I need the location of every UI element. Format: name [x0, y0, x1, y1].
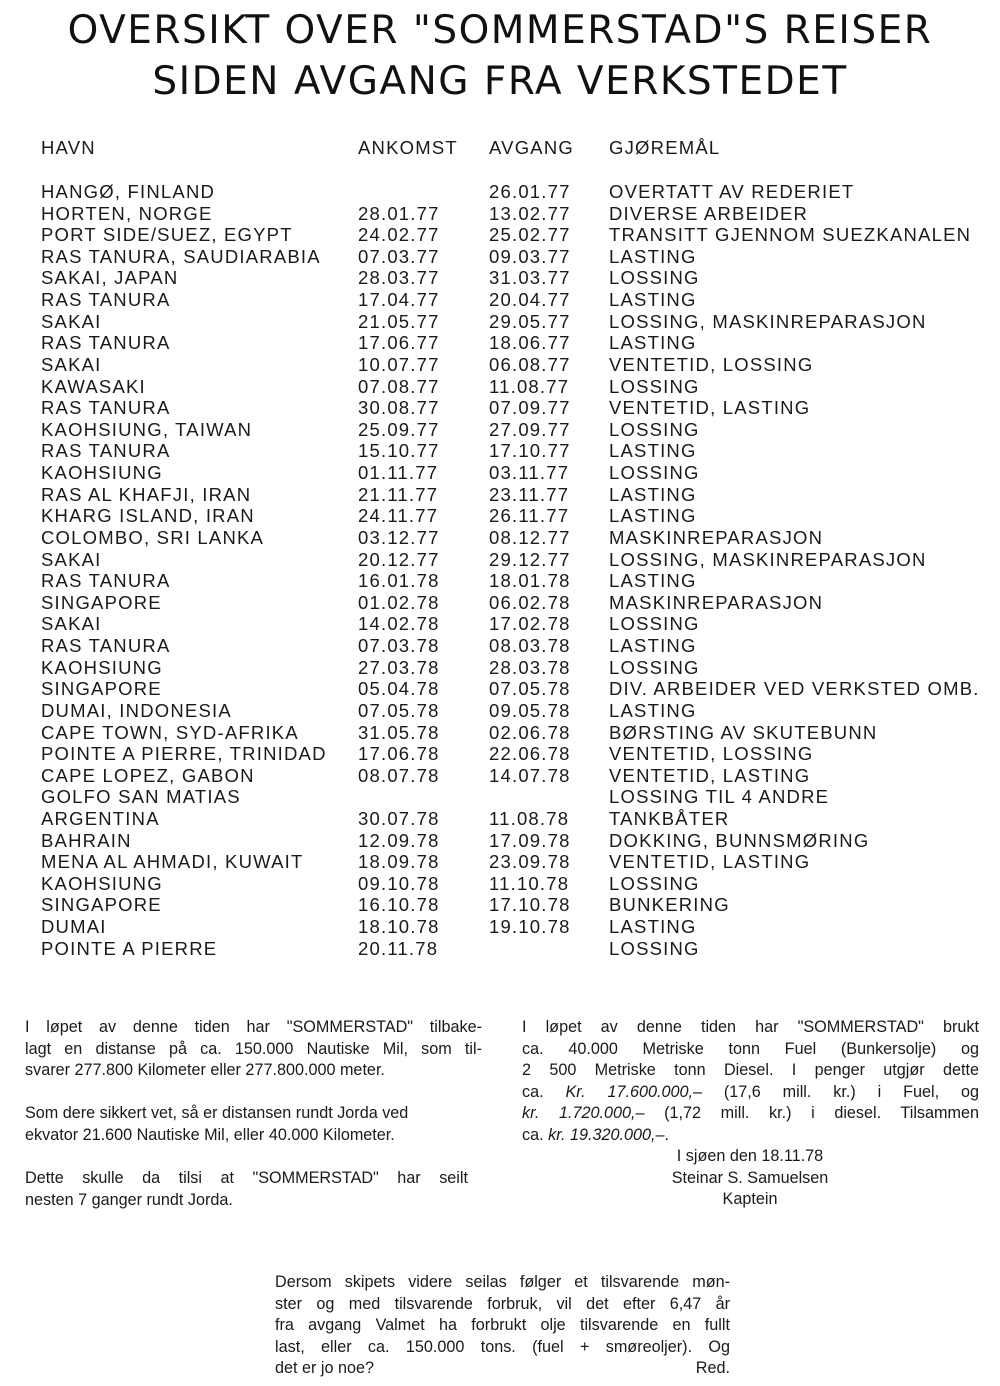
- task-cell: LASTING: [609, 245, 697, 267]
- arrival-cell: 21.05.77: [358, 310, 440, 332]
- port-cell: ARGENTINA: [41, 807, 160, 829]
- port-cell: SINGAPORE: [41, 894, 162, 916]
- arrival-cell: 05.04.78: [358, 678, 440, 700]
- port-cell: RAS TANURA: [41, 397, 171, 419]
- arrival-cell: 20.12.77: [358, 548, 440, 570]
- table-row: [0, 549, 1000, 571]
- table-row: [0, 570, 1000, 592]
- task-cell: TRANSITT GJENNOM SUEZKANALEN: [609, 224, 972, 246]
- port-cell: KAWASAKI: [41, 375, 146, 397]
- table-row: [0, 613, 1000, 635]
- task-cell: LASTING: [609, 483, 697, 505]
- circumnavigation-paragraph: [25, 1168, 468, 1211]
- port-cell: BAHRAIN: [41, 829, 132, 851]
- table-row: [0, 786, 1000, 808]
- task-cell: LASTING: [609, 699, 697, 721]
- departure-cell: 06.08.77: [489, 353, 571, 375]
- departure-cell: 29.12.77: [489, 548, 571, 570]
- text-fragment: ca.: [522, 1082, 566, 1101]
- table-row: [0, 289, 1000, 311]
- text-line: [522, 1103, 979, 1125]
- task-cell: VENTETID, LASTING: [609, 851, 811, 873]
- port-cell: SAKAI: [41, 548, 102, 570]
- table-row: [0, 635, 1000, 657]
- task-cell: DIVERSE ARBEIDER: [609, 202, 809, 224]
- departure-cell: 23.09.78: [489, 851, 571, 873]
- port-cell: SAKAI, JAPAN: [41, 267, 179, 289]
- equator-paragraph: [25, 1103, 485, 1146]
- task-cell: LOSSING, MASKINREPARASJON: [609, 310, 927, 332]
- port-cell: COLOMBO, SRI LANKA: [41, 526, 265, 548]
- editor-note: [275, 1272, 730, 1380]
- text-line: fra avgang Valmet ha forbrukt olje tilsvarende en fullt: [275, 1316, 730, 1335]
- port-cell: RAS TANURA: [41, 570, 171, 592]
- table-row: [0, 743, 1000, 765]
- text-line: I løpet av denne tiden har "SOMMERSTAD" brukt: [522, 1018, 979, 1036]
- page-title-line-1: OVERSIKT OVER "SOMMERSTAD"S REISER: [67, 8, 933, 53]
- arrival-cell: 30.07.78: [358, 807, 440, 829]
- arrival-cell: 07.03.78: [358, 635, 440, 657]
- text-fragment: ca.: [522, 1125, 549, 1144]
- table-row: [0, 527, 1000, 549]
- task-cell: MASKINREPARASJON: [609, 591, 824, 613]
- task-cell: VENTETID, LASTING: [609, 764, 811, 786]
- table-row: [0, 765, 1000, 787]
- arrival-cell: 21.11.77: [358, 483, 439, 505]
- text-fragment: (1,72 mill. kr.) i diesel. Tilsammen: [644, 1104, 979, 1123]
- departure-cell: 26.11.77: [489, 505, 570, 527]
- task-cell: LOSSING TIL 4 ANDRE: [609, 786, 830, 808]
- port-cell: KAOHSIUNG: [41, 872, 163, 894]
- table-row: [0, 181, 1000, 203]
- text-line: [522, 1125, 979, 1147]
- departure-cell: 06.02.78: [489, 591, 571, 613]
- page-title-line-2: SIDEN AVGANG FRA VERKSTEDET: [152, 59, 848, 104]
- table-row: [0, 462, 1000, 484]
- table-row: [0, 851, 1000, 873]
- departure-cell: 07.05.78: [489, 678, 571, 700]
- departure-cell: 26.01.77: [489, 181, 571, 202]
- departure-cell: 11.10.78: [489, 872, 570, 894]
- table-row: [0, 267, 1000, 289]
- port-cell: RAS TANURA: [41, 289, 171, 311]
- departure-cell: 14.07.78: [489, 764, 571, 786]
- port-cell: SAKAI: [41, 353, 102, 375]
- arrival-cell: 07.03.77: [358, 245, 440, 267]
- arrival-cell: 01.11.77: [358, 462, 439, 484]
- table-row: [0, 505, 1000, 527]
- text-line: ca. 40.000 Metriske tonn Fuel (Bunkersolje) og: [522, 1039, 979, 1058]
- task-cell: LASTING: [609, 440, 697, 462]
- text-line: Som dere sikkert vet, så er distansen rundt Jorda ved: [25, 1104, 409, 1122]
- port-cell: SAKAI: [41, 613, 102, 635]
- port-cell: HANGØ, FINLAND: [41, 181, 216, 202]
- arrival-cell: 07.05.78: [358, 699, 440, 721]
- table-row: [0, 376, 1000, 398]
- port-cell: RAS TANURA: [41, 332, 171, 354]
- arrival-cell: 25.09.77: [358, 418, 440, 440]
- port-cell: KAOHSIUNG: [41, 656, 163, 678]
- task-cell: VENTETID, LASTING: [609, 397, 811, 419]
- task-cell: LASTING: [609, 332, 697, 354]
- port-cell: RAS TANURA, SAUDIARABIA: [41, 245, 321, 267]
- diesel-cost: kr. 1.720.000,–: [522, 1104, 645, 1123]
- text-line: ster og med tilsvarende forbruk, vil det efter 6,47 år: [275, 1294, 730, 1313]
- task-cell: OVERTATT AV REDERIET: [609, 181, 855, 202]
- arrival-cell: 27.03.78: [358, 656, 440, 678]
- task-cell: BUNKERING: [609, 894, 730, 916]
- arrival-cell: 07.08.77: [358, 375, 440, 397]
- total-cost: kr. 19.320.000,–: [548, 1125, 665, 1144]
- task-cell: DOKKING, BUNNSMØRING: [609, 829, 870, 851]
- header-task: GJØREMÅL: [609, 137, 721, 158]
- arrival-cell: 10.07.77: [358, 353, 440, 375]
- table-row: [0, 246, 1000, 268]
- table-row: [0, 678, 1000, 700]
- port-cell: SINGAPORE: [41, 591, 162, 613]
- departure-cell: 23.11.77: [489, 483, 570, 505]
- table-row: [0, 700, 1000, 722]
- arrival-cell: 17.04.77: [358, 289, 440, 311]
- table-row: [0, 830, 1000, 852]
- arrival-cell: 17.06.77: [358, 332, 440, 354]
- departure-cell: 11.08.78: [489, 807, 570, 829]
- departure-cell: 08.03.78: [489, 635, 571, 657]
- task-cell: VENTETID, LOSSING: [609, 743, 814, 765]
- arrival-cell: 12.09.78: [358, 829, 440, 851]
- arrival-cell: 28.01.77: [358, 202, 440, 224]
- arrival-cell: 16.10.78: [358, 894, 440, 916]
- arrival-cell: 14.02.78: [358, 613, 440, 635]
- arrival-cell: 16.01.78: [358, 570, 440, 592]
- departure-cell: 11.08.77: [489, 375, 570, 397]
- task-cell: LOSSING, MASKINREPARASJON: [609, 548, 927, 570]
- table-row: [0, 440, 1000, 462]
- editor-signoff: Red.: [695, 1359, 730, 1378]
- text-fragment: (17,6 mill. kr.) i Fuel, og: [701, 1082, 979, 1101]
- departure-cell: 22.06.78: [489, 743, 571, 765]
- task-cell: LASTING: [609, 916, 697, 938]
- signature-place-date: I sjøen den 18.11.78: [676, 1147, 824, 1165]
- table-row: [0, 916, 1000, 938]
- table-row: [0, 484, 1000, 506]
- text-line: ekvator 21.600 Nautiske Mil, eller 40.000 Kilometer.: [25, 1125, 395, 1144]
- arrival-cell: 03.12.77: [358, 526, 440, 548]
- port-cell: DUMAI, INDONESIA: [41, 699, 232, 721]
- task-cell: TANKBÅTER: [609, 807, 730, 829]
- departure-cell: 08.12.77: [489, 526, 571, 548]
- port-cell: RAS TANURA: [41, 440, 171, 462]
- port-cell: KAOHSIUNG, TAIWAN: [41, 418, 253, 440]
- arrival-cell: 20.11.78: [358, 937, 439, 959]
- task-cell: LASTING: [609, 289, 697, 311]
- header-departure: AVGANG: [489, 137, 574, 158]
- header-port: HAVN: [41, 137, 96, 158]
- text-line: last, eller ca. 150.000 tons. (fuel + smøreoljer). Og: [275, 1337, 730, 1356]
- table-row: [0, 354, 1000, 376]
- signature-name: Steinar S. Samuelsen: [671, 1168, 829, 1187]
- header-arrival: ANKOMST: [358, 137, 458, 158]
- table-row: [0, 203, 1000, 225]
- arrival-cell: 18.10.78: [358, 916, 440, 938]
- text-line: Dersom skipets videre seilas følger et tilsvarende møn-: [275, 1273, 730, 1291]
- task-cell: MASKINREPARASJON: [609, 526, 824, 548]
- table-row: [0, 808, 1000, 830]
- task-cell: DIV. ARBEIDER VED VERKSTED OMB.: [609, 678, 980, 700]
- table-row: [0, 722, 1000, 744]
- text-fragment: det er jo noe?: [275, 1359, 374, 1378]
- departure-cell: 18.01.78: [489, 570, 571, 592]
- port-cell: SINGAPORE: [41, 678, 162, 700]
- table-row: [0, 938, 1000, 960]
- task-cell: LASTING: [609, 570, 697, 592]
- text-line: nesten 7 ganger rundt Jorda.: [25, 1190, 233, 1209]
- table-row: [0, 419, 1000, 441]
- arrival-cell: 18.09.78: [358, 851, 440, 873]
- port-cell: DUMAI: [41, 916, 107, 938]
- departure-cell: 25.02.77: [489, 224, 571, 246]
- fuel-paragraph: [522, 1017, 979, 1147]
- task-cell: LOSSING: [609, 872, 700, 894]
- table-row: [0, 311, 1000, 333]
- arrival-cell: 08.07.78: [358, 764, 440, 786]
- arrival-cell: 01.02.78: [358, 591, 440, 613]
- task-cell: LOSSING: [609, 462, 700, 484]
- departure-cell: 17.02.78: [489, 613, 571, 635]
- table-row: [0, 873, 1000, 895]
- arrival-cell: 28.03.77: [358, 267, 440, 289]
- port-cell: CAPE TOWN, SYD-AFRIKA: [41, 721, 299, 743]
- text-line: [275, 1358, 730, 1380]
- port-cell: CAPE LOPEZ, GABON: [41, 764, 255, 786]
- departure-cell: 27.09.77: [489, 418, 571, 440]
- port-cell: SAKAI: [41, 310, 102, 332]
- port-cell: KAOHSIUNG: [41, 462, 163, 484]
- task-cell: LOSSING: [609, 613, 700, 635]
- departure-cell: 03.11.77: [489, 462, 570, 484]
- task-cell: LOSSING: [609, 375, 700, 397]
- departure-cell: 09.05.78: [489, 699, 571, 721]
- departure-cell: 17.10.77: [489, 440, 571, 462]
- departure-cell: 02.06.78: [489, 721, 571, 743]
- departure-cell: 09.03.77: [489, 245, 571, 267]
- task-cell: LASTING: [609, 505, 697, 527]
- text-fragment: .: [664, 1125, 669, 1144]
- text-line: I løpet av denne tiden har "SOMMERSTAD" tilbake-: [25, 1018, 482, 1036]
- arrival-cell: 17.06.78: [358, 743, 440, 765]
- port-cell: KHARG ISLAND, IRAN: [41, 505, 255, 527]
- port-cell: HORTEN, NORGE: [41, 202, 213, 224]
- port-cell: POINTE A PIERRE, TRINIDAD: [41, 743, 327, 765]
- task-cell: LOSSING: [609, 937, 700, 959]
- departure-cell: 31.03.77: [489, 267, 571, 289]
- table-row: [0, 224, 1000, 246]
- arrival-cell: 30.08.77: [358, 397, 440, 419]
- departure-cell: 07.09.77: [489, 397, 571, 419]
- arrival-cell: 24.11.77: [358, 505, 439, 527]
- departure-cell: 17.10.78: [489, 894, 571, 916]
- arrival-cell: 09.10.78: [358, 872, 440, 894]
- task-cell: LOSSING: [609, 656, 700, 678]
- task-cell: BØRSTING AV SKUTEBUNN: [609, 721, 878, 743]
- departure-cell: 17.09.78: [489, 829, 571, 851]
- table-row: [0, 657, 1000, 679]
- arrival-cell: 31.05.78: [358, 721, 440, 743]
- departure-cell: 20.04.77: [489, 289, 571, 311]
- port-cell: RAS TANURA: [41, 635, 171, 657]
- departure-cell: 19.10.78: [489, 916, 571, 938]
- port-cell: MENA AL AHMADI, KUWAIT: [41, 851, 304, 873]
- arrival-cell: 15.10.77: [358, 440, 440, 462]
- text-line: Dette skulle da tilsi at "SOMMERSTAD" har seilt: [25, 1169, 468, 1187]
- distance-paragraph: [25, 1017, 482, 1082]
- table-row: [0, 592, 1000, 614]
- port-cell: PORT SIDE/SUEZ, EGYPT: [41, 224, 293, 246]
- table-row: [0, 894, 1000, 916]
- text-line: lagt en distanse på ca. 150.000 Nautiske Mil, som til-: [25, 1039, 482, 1058]
- text-line: [522, 1082, 979, 1104]
- signature-role: Kaptein: [722, 1190, 778, 1209]
- text-line: svarer 277.800 Kilometer eller 277.800.000 meter.: [25, 1061, 385, 1080]
- departure-cell: 28.03.78: [489, 656, 571, 678]
- task-cell: LOSSING: [609, 267, 700, 289]
- port-cell: POINTE A PIERRE: [41, 937, 218, 959]
- table-row: [0, 332, 1000, 354]
- text-line: 2 500 Metriske tonn Diesel. I penger utgjør dette: [522, 1061, 979, 1080]
- task-cell: LASTING: [609, 635, 697, 657]
- fuel-cost: Kr. 17.600.000,–: [565, 1082, 702, 1101]
- port-cell: GOLFO SAN MATIAS: [41, 786, 241, 808]
- arrival-cell: 24.02.77: [358, 224, 440, 246]
- task-cell: LOSSING: [609, 418, 700, 440]
- signature-block: [620, 1146, 880, 1211]
- departure-cell: 13.02.77: [489, 202, 571, 224]
- task-cell: VENTETID, LOSSING: [609, 353, 814, 375]
- departure-cell: 29.05.77: [489, 310, 571, 332]
- departure-cell: 18.06.77: [489, 332, 571, 354]
- table-row: [0, 397, 1000, 419]
- port-cell: RAS AL KHAFJI, IRAN: [41, 483, 252, 505]
